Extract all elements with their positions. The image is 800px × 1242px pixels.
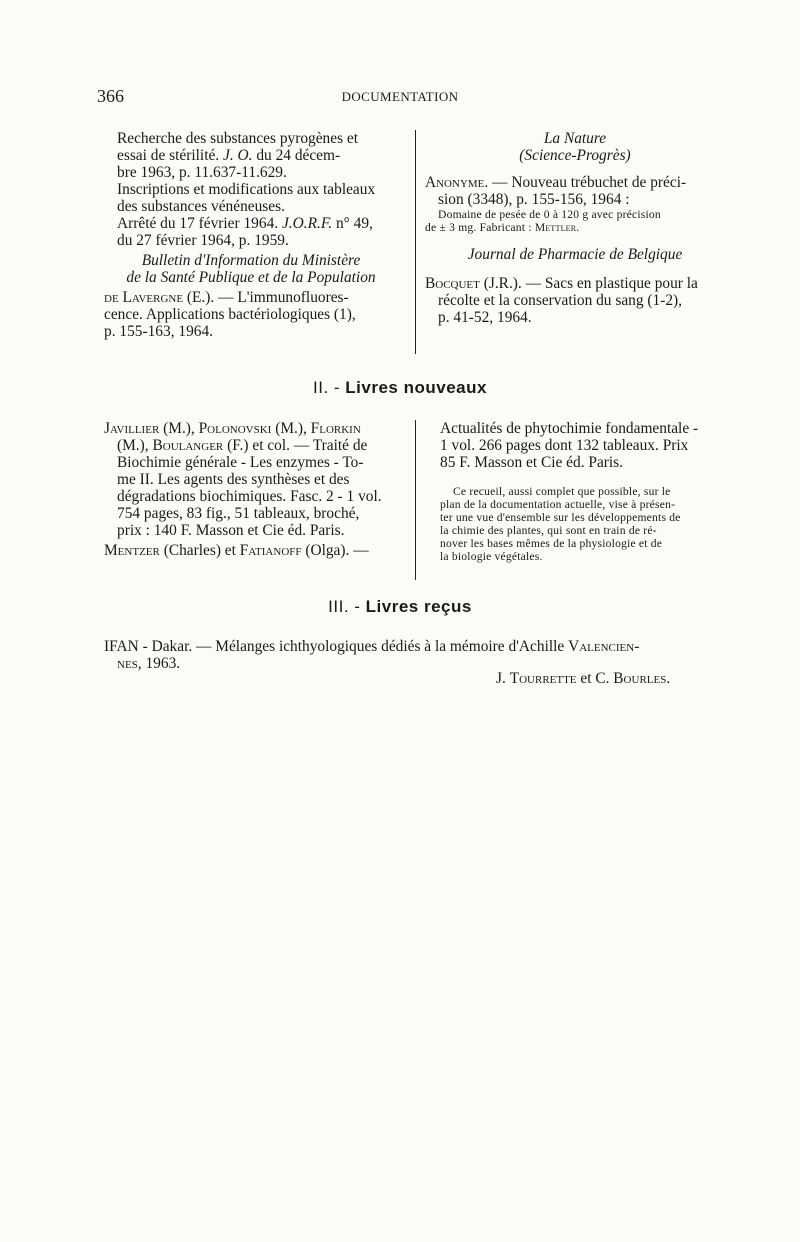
text-line: et C. xyxy=(576,670,614,687)
note-recueil xyxy=(440,485,730,563)
author-name: de Lavergne xyxy=(104,289,184,306)
text-line: Domaine de pesée de 0 à 120 g avec précision xyxy=(438,208,661,221)
author-name: Valencien- xyxy=(568,638,640,655)
text-line: nover les bases mêmes de la physiologie et de xyxy=(440,537,663,550)
section-number: III. - xyxy=(328,597,366,616)
section2-left-column xyxy=(104,420,404,559)
text-line: , 1963. xyxy=(137,655,181,672)
entry-ifan xyxy=(104,638,734,672)
column-divider xyxy=(415,420,416,580)
journal-title-bulletin xyxy=(104,252,398,286)
author-name: Bocquet xyxy=(425,275,480,292)
text-line: . xyxy=(666,670,671,687)
author-name: Tourrette xyxy=(509,670,577,687)
text-line: Recherche des substances pyrogènes et xyxy=(117,130,359,147)
text-line: (Olga). — xyxy=(301,542,369,559)
journal-abbrev: J. O. xyxy=(223,147,253,164)
section-heading-livres-nouveaux xyxy=(0,378,800,398)
entry-inscriptions xyxy=(104,181,398,215)
author-name: Florkin xyxy=(310,420,361,437)
text-line: (Charles) et xyxy=(159,542,240,559)
text-line: (M.), xyxy=(271,420,311,437)
section-title: Livres nouveaux xyxy=(345,378,487,397)
text-line: des substances vénéneuses. xyxy=(117,198,285,215)
section2-right-column xyxy=(440,420,730,563)
author-name: Polonovski xyxy=(198,420,272,437)
text-line: du 24 décem- xyxy=(252,147,341,164)
text-line: Actualités de phytochimie fondamentale - xyxy=(440,420,699,437)
text-line: n° 49, xyxy=(332,215,373,232)
top-right-column xyxy=(425,130,725,326)
note-trebuchet xyxy=(425,208,725,234)
signature xyxy=(496,670,736,687)
text-line: me II. Les agents des synthèses et des xyxy=(117,471,350,488)
top-left-column xyxy=(104,130,398,340)
text-line: (E.). — L'immunofluores- xyxy=(183,289,349,306)
text-line: (F.) et col. — Traité de xyxy=(223,437,368,454)
author-name: Mentzer xyxy=(104,542,160,559)
journal-title-pharmacie: Journal de Pharmacie de Belgique xyxy=(467,246,683,263)
text-line: récolte et la conservation du sang (1-2), xyxy=(438,292,683,309)
entry-lavergne xyxy=(104,289,398,340)
text-line: . xyxy=(576,221,580,234)
page-number: 366 xyxy=(97,86,124,106)
text-line: Biochimie générale - Les enzymes - To- xyxy=(117,454,364,471)
text-line: 85 F. Masson et Cie éd. Paris. xyxy=(440,454,624,471)
text-line: La Nature xyxy=(543,130,607,147)
text-line: essai de stérilité. xyxy=(117,147,223,164)
entry-bocquet xyxy=(425,275,725,326)
text-line: sion (3348), p. 155-156, 1964 : xyxy=(438,191,630,208)
text-line: 754 pages, 83 fig., 51 tableaux, broché, xyxy=(117,505,360,522)
text-line: (J.R.). — Sacs en plastique pour la xyxy=(479,275,698,292)
text-line: de ± 3 mg. Fabricant : xyxy=(425,221,535,234)
text-line: Arrêté du 17 février 1964. xyxy=(117,215,282,232)
text-line: Ce recueil, aussi complet que possible, sur le xyxy=(453,485,671,498)
column-divider xyxy=(415,130,416,354)
entry-arrete xyxy=(104,215,398,249)
author-name: nes xyxy=(117,655,138,672)
text-line: (M.), xyxy=(159,420,199,437)
text-line: prix : 140 F. Masson et Cie éd. Paris. xyxy=(117,522,345,539)
author-name: Mettler xyxy=(534,221,577,234)
text-line: de la Santé Publique et de la Population xyxy=(126,269,376,286)
text-line: Inscriptions et modifications aux tableaux xyxy=(117,181,376,198)
author-name: Anonyme. xyxy=(425,174,489,191)
text-line: 1 vol. 266 pages dont 132 tableaux. Prix xyxy=(440,437,689,454)
entry-javillier xyxy=(104,420,404,539)
text-line: plan de la documentation actuelle, vise à présen- xyxy=(440,498,676,511)
section-title: Livres reçus xyxy=(365,597,472,616)
text-line: (Science-Progrès) xyxy=(519,147,631,164)
entry-anonyme xyxy=(425,174,725,208)
author-name: Boulanger xyxy=(152,437,224,454)
text-line: du 27 février 1964, p. 1959. xyxy=(117,232,289,249)
text-line: bre 1963, p. 11.637-11.629. xyxy=(117,164,287,181)
entry-mentzer xyxy=(104,542,404,559)
text-line: Bulletin d'Information du Ministère xyxy=(141,252,361,269)
journal-abbrev: J.O.R.F. xyxy=(281,215,333,232)
text-line: J. xyxy=(496,670,510,687)
text-line: (M.), xyxy=(117,437,153,454)
author-name: Bourles xyxy=(613,670,667,687)
entry-pyrogenes xyxy=(104,130,398,181)
text-line: dégradations biochimiques. Fasc. 2 - 1 vol. xyxy=(117,488,382,505)
section-heading-livres-recus xyxy=(0,597,800,617)
text-line: la biologie végétales. xyxy=(440,550,543,563)
section3-entry xyxy=(104,638,734,672)
text-line: p. 155-163, 1964. xyxy=(104,323,214,340)
author-name: Fatianoff xyxy=(239,542,302,559)
text-line: cence. Applications bactériologiques (1), xyxy=(104,306,356,323)
text-line: ter une vue d'ensemble sur les développements de xyxy=(440,511,681,524)
text-line: — Nouveau trébuchet de préci- xyxy=(488,174,687,191)
entry-actualites xyxy=(440,420,730,471)
running-head: DOCUMENTATION xyxy=(341,89,459,104)
journal-title-la-nature xyxy=(425,130,725,164)
author-name: Javillier xyxy=(104,420,160,437)
text-line: IFAN - Dakar. — Mélanges ichthyologiques dédiés à la mémoire d'Achille xyxy=(104,638,569,655)
section-number: II. - xyxy=(313,378,346,397)
text-line: la chimie des plantes, qui sont en train de ré- xyxy=(440,524,657,537)
text-line: p. 41-52, 1964. xyxy=(438,309,532,326)
